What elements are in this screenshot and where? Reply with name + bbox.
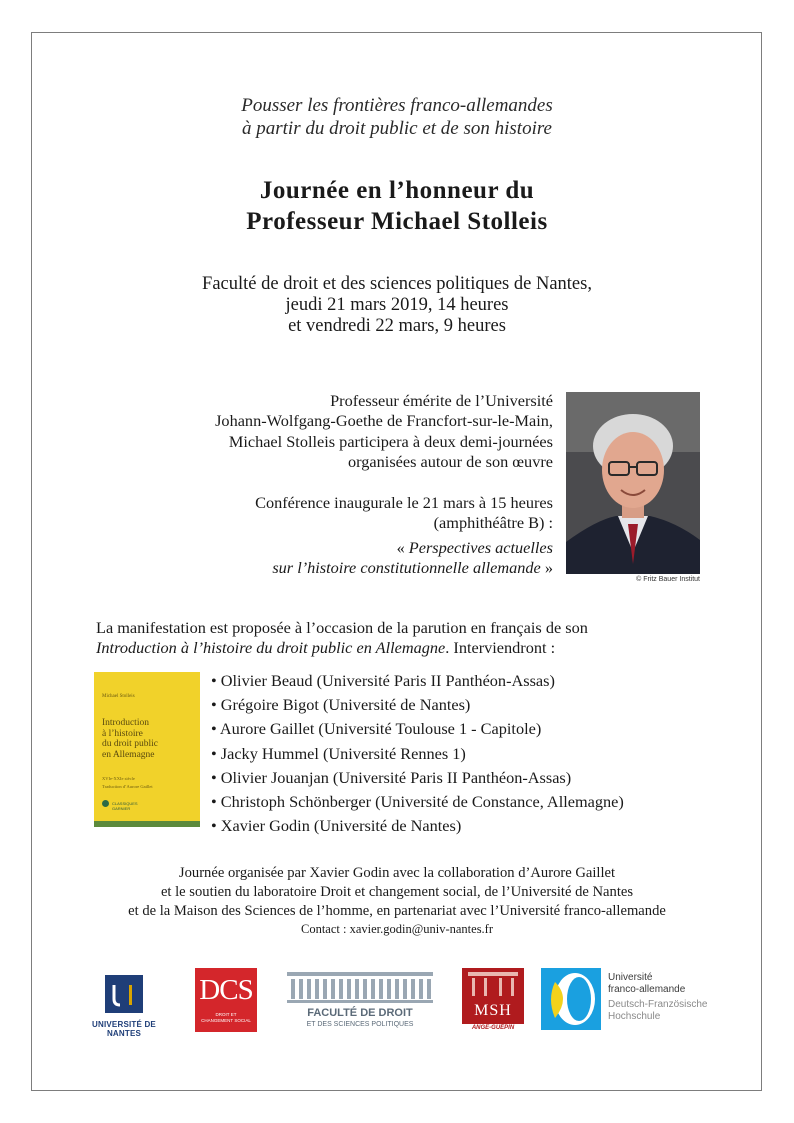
dcs-logo-text: DROIT ET CHANGEMENT SOCIAL (201, 1012, 251, 1023)
universite-franco-allemande-logo (541, 968, 721, 1032)
dcs-logo (195, 968, 257, 1032)
conference-title-line-1: « Perspectives actuelles (396, 538, 553, 557)
book-cover (94, 672, 200, 827)
bio-line-3: Michael Stolleis participera à deux demi-journées (228, 432, 553, 451)
speaker-item: • Olivier Jouanjan (Université Paris II Panthéon-Assas) (211, 767, 572, 787)
subtitle-line-1: Pousser les frontières franco-allemandes (241, 95, 553, 116)
date-line-2: et vendredi 22 mars, 9 heures (288, 316, 506, 336)
speaker-item: • Grégoire Bigot (Université de Nantes) (211, 695, 471, 715)
bio-line-4: organisées autour de son œuvre (348, 452, 553, 471)
footer-line-1: Journée organisée par Xavier Godin avec la collaboration d’Aurore Gaillet (178, 865, 616, 881)
dcs-logo-mark: DCS (199, 974, 253, 1006)
speaker-item: • Xavier Godin (Université de Nantes) (211, 816, 462, 836)
date-line-1: jeudi 21 mars 2019, 14 heures (285, 295, 509, 315)
msh-logo (462, 968, 524, 1034)
contact-email: Contact : xavier.godin@univ-nantes.fr (300, 922, 494, 936)
faculte-logo-subtitle: ET DES SCIENCES POLITIQUES (306, 1021, 414, 1028)
book-period: XVIe-XXIe siècle (102, 776, 135, 781)
msh-logo-text: ANGE-GUÉPIN (471, 1025, 515, 1031)
book-author: Michael Stolleis (102, 694, 135, 699)
title-line-2: Professeur Michael Stolleis (246, 208, 548, 235)
subtitle-line-2: à partir du droit public et de son histoire (242, 118, 552, 139)
speaker-item: • Aurore Gaillet (Université Toulouse 1 - Capitole) (211, 719, 542, 739)
book-translator: Traduction d’Aurore Gaillet (102, 784, 153, 789)
bio-line-1: Professeur émérite de l’Université (330, 391, 553, 410)
title-line-1: Journée en l’honneur du (259, 177, 535, 204)
conference-title-line-2: sur l’histoire constitutionnelle allemande » (272, 558, 553, 577)
universite-de-nantes-logo (74, 975, 174, 1038)
book-publisher: CLASSIQUES GARNIER (112, 801, 138, 811)
photo-credit: © Fritz Bauer Institut (636, 576, 700, 583)
footer-line-2: et le soutien du laboratoire Droit et changement social, de l’Université de Nantes (160, 884, 634, 900)
speaker-item: • Olivier Beaud (Université Paris II Panthéon-Assas) (211, 671, 555, 690)
msh-logo-mark: MSH (474, 1002, 512, 1019)
faculte-logo-title: FACULTÉ DE DROIT (307, 1007, 413, 1019)
msh-logo-block (462, 968, 524, 1024)
ufa-logo-text-fr: Université franco-allemande (608, 972, 686, 995)
footer-line-3: et de la Maison des Sciences de l’homme, en partenariat avec l’Université franco-allemande (128, 903, 666, 919)
bio-line-2: Johann-Wolfgang-Goethe de Francfort-sur-le-Main, (215, 411, 553, 430)
conference-line-1: Conférence inaugurale le 21 mars à 15 heures (255, 493, 553, 512)
intro-line-1: La manifestation est proposée à l’occasion de la parution en français de son (96, 618, 588, 637)
intro-line-2: Introduction à l’histoire du droit public en Allemagne. Interviendront : (96, 638, 556, 657)
faculte-de-droit-logo (283, 970, 437, 1032)
place-line-1: Faculté de droit et des sciences politiques de Nantes, (202, 274, 592, 294)
portrait-photo (566, 392, 700, 574)
speakers-list (211, 669, 624, 838)
book-cover-strip (94, 821, 200, 827)
ufa-logo-text-de: Deutsch-Französische Hochschule (608, 999, 708, 1022)
publisher-logo-icon (102, 800, 109, 807)
nantes-logo-text: UNIVERSITÉ DE NANTES (92, 1020, 156, 1038)
conference-line-2: (amphithéâtre B) : (433, 513, 553, 532)
book-title-reference: Introduction à l’histoire du droit public en Allemagne (96, 638, 446, 657)
book-cover-title: Introduction à l’histoire du droit public en Allemagne (102, 718, 158, 760)
speaker-item: • Jacky Hummel (Université Rennes 1) (211, 743, 466, 763)
speaker-item: • Christoph Schönberger (Université de Constance, Allemagne) (211, 792, 624, 812)
